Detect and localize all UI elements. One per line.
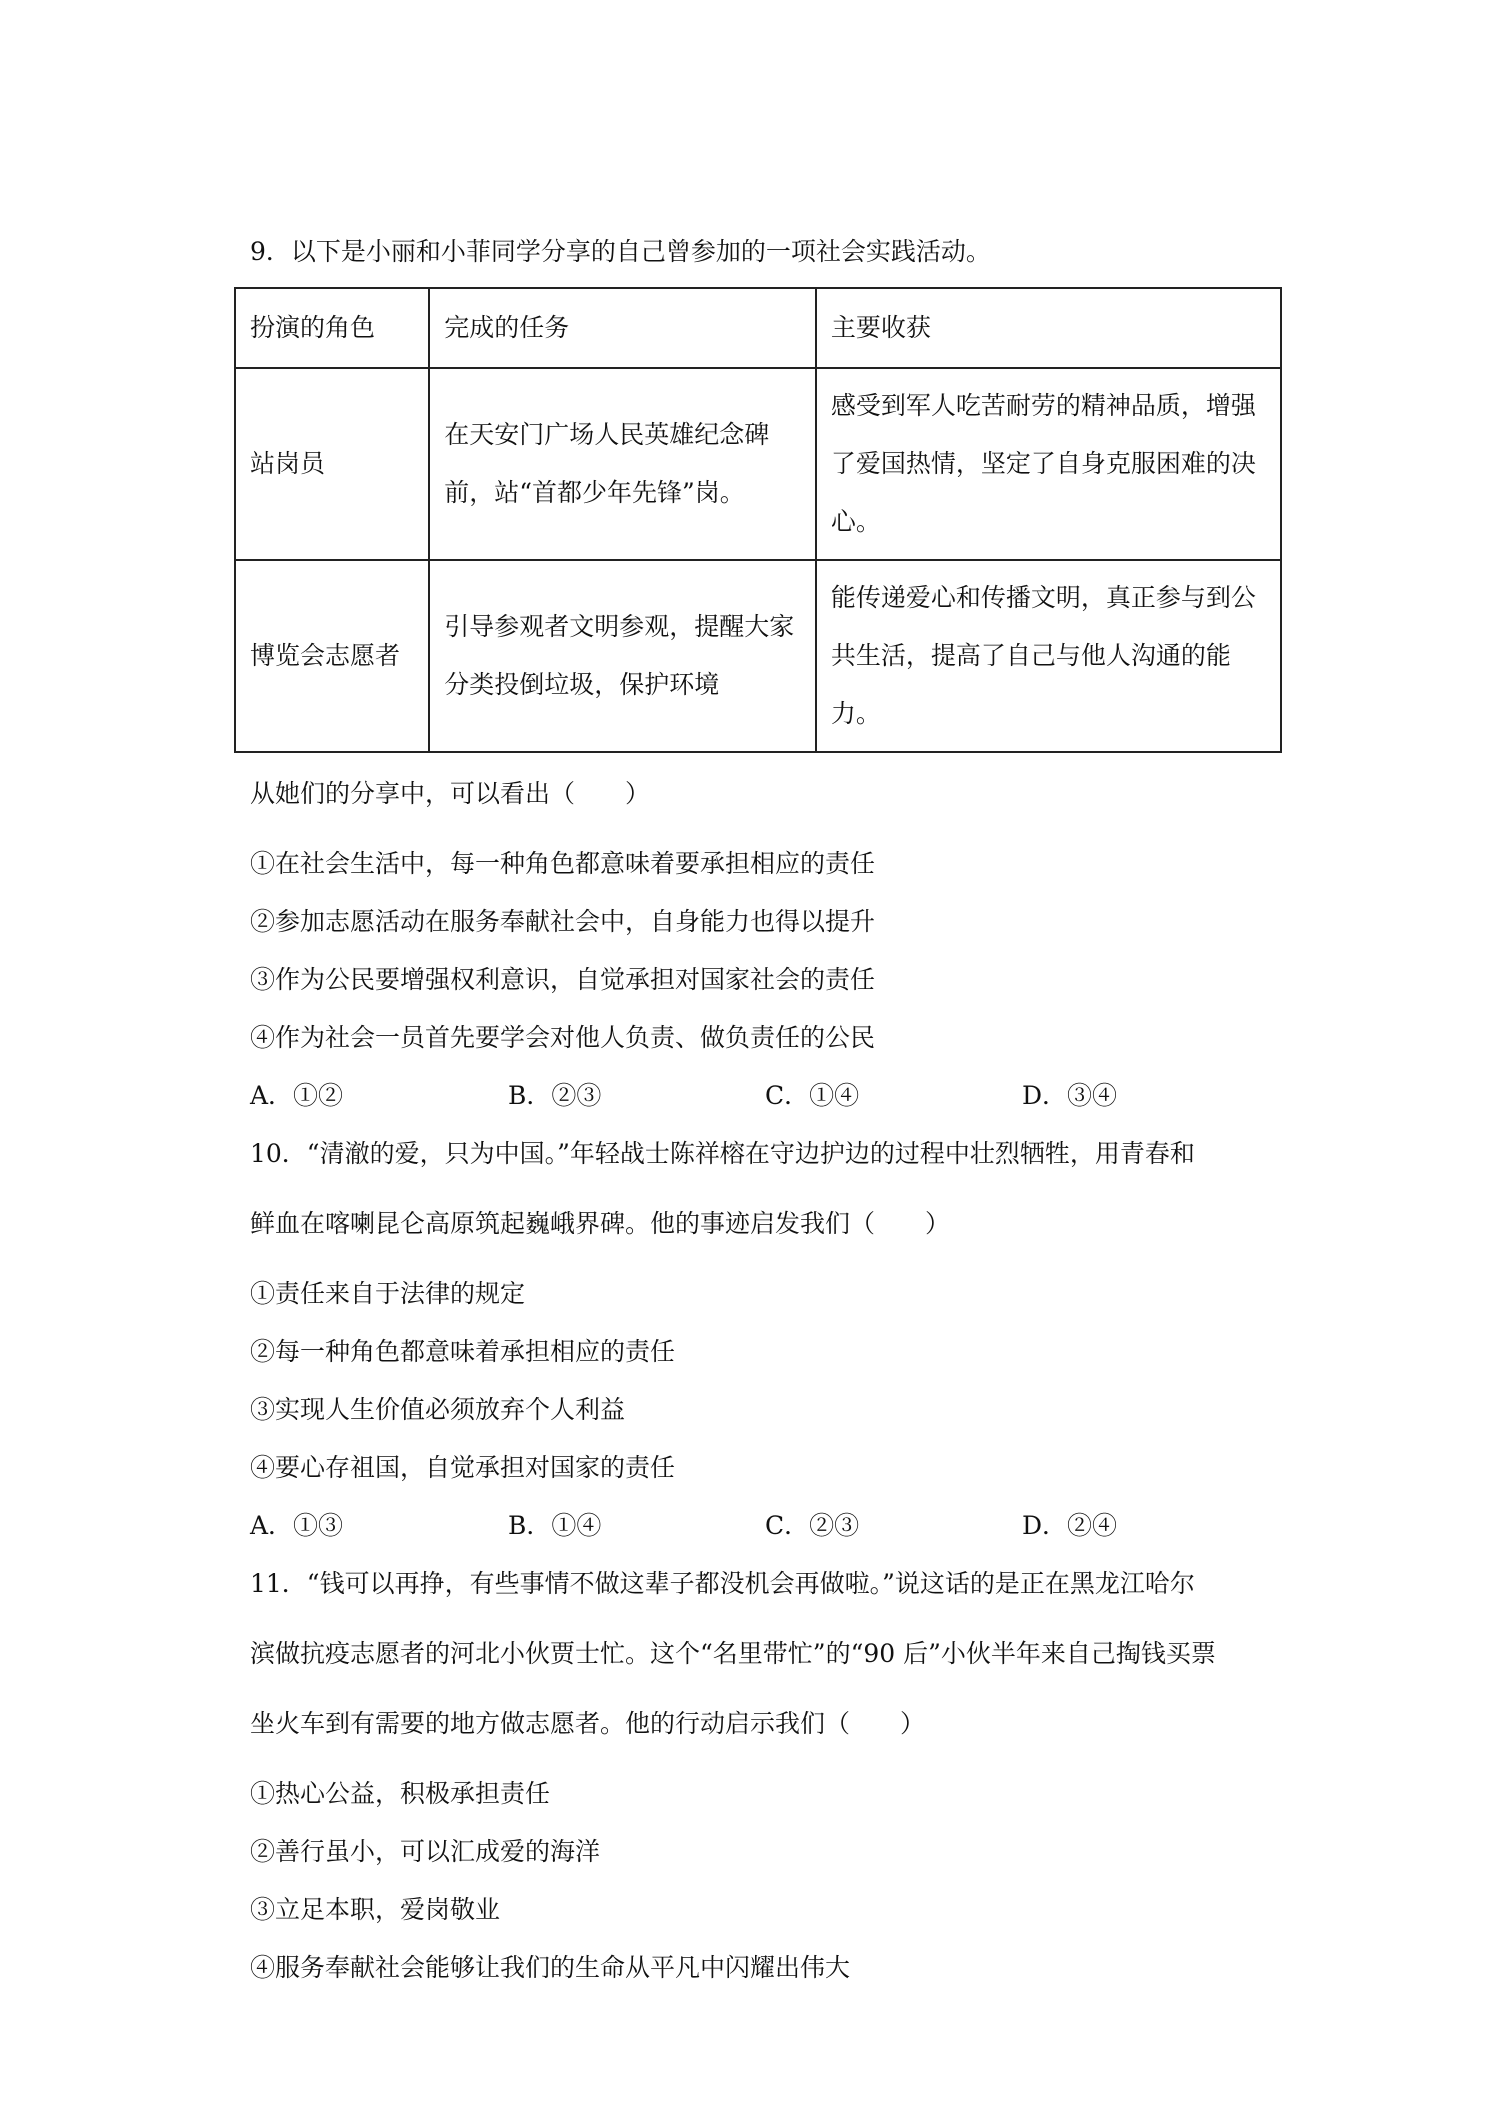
header-gain: 主要收获 — [816, 288, 1281, 368]
table-row — [235, 560, 1281, 752]
q11-statement-3: ③立足本职，爱岗敬业 — [250, 1895, 501, 1924]
table-row — [235, 368, 1281, 560]
q11-statement-4: ④服务奉献社会能够让我们的生命从平凡中闪耀出伟大 — [250, 1953, 851, 1982]
option-b[interactable]: B．①④ — [508, 1511, 602, 1540]
cell-task — [429, 560, 816, 752]
q10-stem-line-2: 鲜血在喀喇昆仑高原筑起巍峨界碑。他的事迹启发我们（ ） — [250, 1209, 951, 1238]
q9-question: 从她们的分享中，可以看出（ ） — [250, 779, 651, 808]
option-c[interactable]: C．①④ — [765, 1081, 860, 1110]
q10-statement-4: ④要心存祖国，自觉承担对国家的责任 — [250, 1453, 676, 1482]
table-header-row — [235, 288, 1281, 368]
cell-gain-line: 了爱国热情，坚定了自身克服困难的决 — [830, 449, 1256, 478]
q9-options — [250, 1079, 1290, 1113]
cell-gain-line: 心。 — [830, 507, 881, 536]
q9-statement-4: ④作为社会一员首先要学会对他人负责、做负责任的公民 — [250, 1023, 876, 1052]
cell-task-line: 引导参观者文明参观，提醒大家 — [444, 612, 795, 641]
q9-statement-1: ①在社会生活中，每一种角色都意味着要承担相应的责任 — [250, 849, 876, 878]
q10-statement-1: ①责任来自于法律的规定 — [250, 1279, 526, 1308]
cell-role: 博览会志愿者 — [235, 560, 429, 752]
q11-stem-line-3: 坐火车到有需要的地方做志愿者。他的行动启示我们（ ） — [250, 1709, 926, 1738]
q11-statement-2: ②善行虽小，可以汇成爱的海洋 — [250, 1837, 601, 1866]
cell-gain — [816, 560, 1281, 752]
cell-task-line: 分类投倒垃圾，保护环境 — [444, 670, 720, 699]
cell-gain-line: 能传递爱心和传播文明，真正参与到公 — [830, 583, 1256, 612]
q10-stem-line-1: 10．“清澈的爱，只为中国。”年轻战士陈祥榕在守边护边的过程中壮烈牺牲，用青春和 — [250, 1139, 1195, 1168]
q9-statement-2: ②参加志愿活动在服务奉献社会中，自身能力也得以提升 — [250, 907, 876, 936]
cell-gain — [816, 368, 1281, 560]
option-c[interactable]: C．②③ — [765, 1511, 860, 1540]
q10-statement-3: ③实现人生价值必须放弃个人利益 — [250, 1395, 626, 1424]
cell-gain-line: 共生活，提高了自己与他人沟通的能 — [830, 641, 1231, 670]
option-b[interactable]: B．②③ — [508, 1081, 602, 1110]
q9-stem: 9．以下是小丽和小菲同学分享的自己曾参加的一项社会实践活动。 — [250, 237, 991, 266]
cell-gain-line: 感受到军人吃苦耐劳的精神品质，增强 — [830, 391, 1256, 420]
option-d[interactable]: D．②④ — [1022, 1511, 1118, 1540]
cell-task-line: 前，站“首都少年先锋”岗。 — [444, 478, 745, 507]
q10-statement-2: ②每一种角色都意味着承担相应的责任 — [250, 1337, 676, 1366]
cell-task-line: 在天安门广场人民英雄纪念碑 — [444, 420, 770, 449]
option-a[interactable]: A．①② — [250, 1081, 344, 1110]
q11-statement-1: ①热心公益，积极承担责任 — [250, 1779, 551, 1808]
cell-gain-line: 力。 — [830, 699, 881, 728]
q11-stem-line-1: 11．“钱可以再挣，有些事情不做这辈子都没机会再做啦。”说这话的是正在黑龙江哈尔 — [250, 1569, 1195, 1598]
cell-task — [429, 368, 816, 560]
q10-options — [250, 1509, 1290, 1543]
option-a[interactable]: A．①③ — [250, 1511, 344, 1540]
q11-stem-line-2: 滨做抗疫志愿者的河北小伙贾士忙。这个“名里带忙”的“90 后”小伙半年来自己掏钱买票 — [250, 1639, 1216, 1668]
option-d[interactable]: D．③④ — [1022, 1081, 1118, 1110]
q9-activity-table — [234, 287, 1282, 753]
header-task: 完成的任务 — [429, 288, 816, 368]
q9-statement-3: ③作为公民要增强权利意识，自觉承担对国家社会的责任 — [250, 965, 876, 994]
header-role: 扮演的角色 — [235, 288, 429, 368]
cell-role: 站岗员 — [235, 368, 429, 560]
